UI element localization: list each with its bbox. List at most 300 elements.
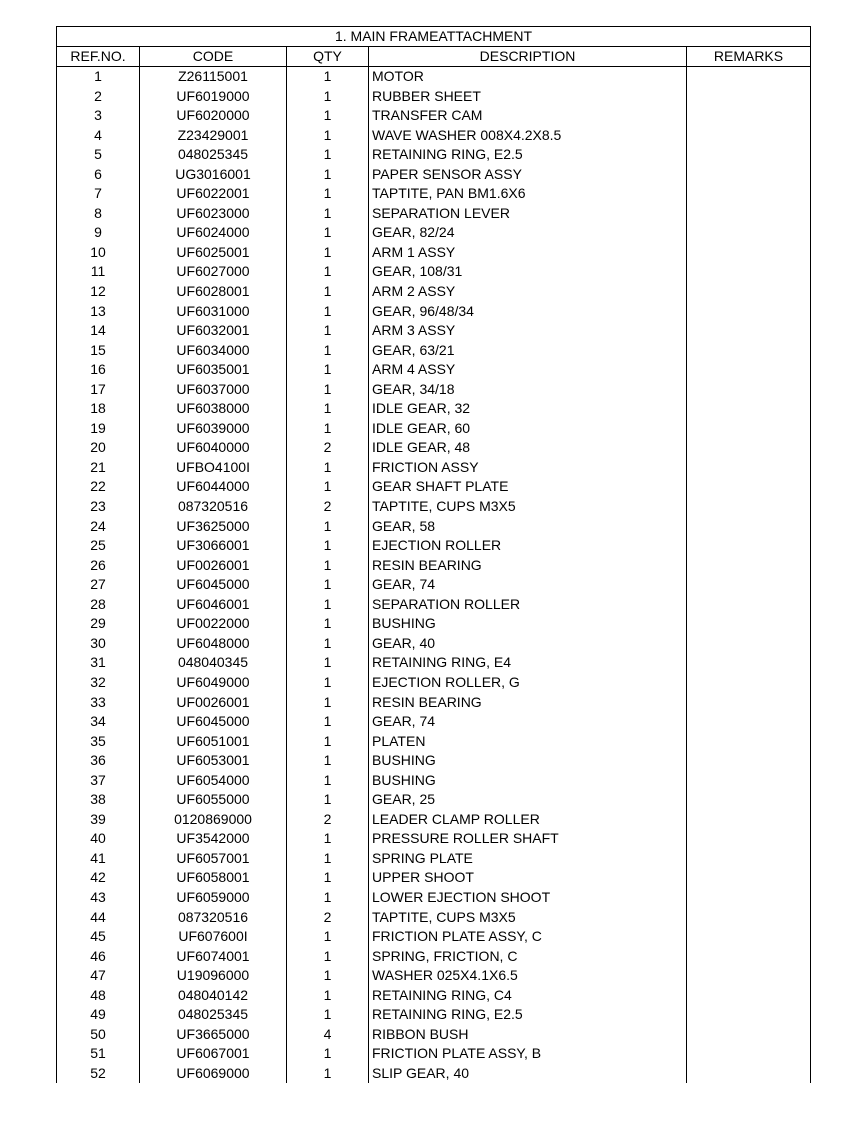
- remarks-cell: [687, 732, 811, 752]
- table-row: [57, 204, 811, 224]
- ref-no-cell: 3: [57, 106, 140, 126]
- code-cell: 0120869000: [140, 810, 287, 830]
- description-cell: SEPARATION LEVER: [369, 204, 687, 224]
- ref-no-cell: 30: [57, 634, 140, 654]
- remarks-cell: [687, 87, 811, 107]
- code-cell: UF6022001: [140, 184, 287, 204]
- table-row: [57, 653, 811, 673]
- remarks-cell: [687, 106, 811, 126]
- description-cell: ARM 3 ASSY: [369, 321, 687, 341]
- qty-cell: 1: [287, 419, 369, 439]
- qty-cell: 1: [287, 536, 369, 556]
- description-cell: FRICTION PLATE ASSY, B: [369, 1044, 687, 1064]
- ref-no-cell: 13: [57, 302, 140, 322]
- code-cell: UF6074001: [140, 947, 287, 967]
- ref-no-cell: 33: [57, 693, 140, 713]
- table-row: [57, 380, 811, 400]
- header-description: DESCRIPTION: [369, 47, 687, 67]
- remarks-cell: [687, 908, 811, 928]
- code-cell: UF6035001: [140, 360, 287, 380]
- description-cell: RUBBER SHEET: [369, 87, 687, 107]
- qty-cell: 1: [287, 849, 369, 869]
- ref-no-cell: 2: [57, 87, 140, 107]
- code-cell: UF3542000: [140, 829, 287, 849]
- header-remarks: REMARKS: [687, 47, 811, 67]
- remarks-cell: [687, 321, 811, 341]
- ref-no-cell: 25: [57, 536, 140, 556]
- ref-no-cell: 46: [57, 947, 140, 967]
- description-cell: RETAINING RING, C4: [369, 986, 687, 1006]
- ref-no-cell: 14: [57, 321, 140, 341]
- table-row: [57, 419, 811, 439]
- ref-no-cell: 40: [57, 829, 140, 849]
- table-row: [57, 693, 811, 713]
- qty-cell: 2: [287, 810, 369, 830]
- code-cell: UF6040000: [140, 438, 287, 458]
- table-row: [57, 438, 811, 458]
- table-row: [57, 927, 811, 947]
- table-row: [57, 282, 811, 302]
- code-cell: Z23429001: [140, 126, 287, 146]
- code-cell: UF3665000: [140, 1025, 287, 1045]
- table-row: [57, 243, 811, 263]
- parts-table-body: [57, 67, 811, 1084]
- qty-cell: 1: [287, 106, 369, 126]
- description-cell: GEAR, 82/24: [369, 223, 687, 243]
- code-cell: UF6053001: [140, 751, 287, 771]
- table-row: [57, 341, 811, 361]
- code-cell: UF6045000: [140, 712, 287, 732]
- description-cell: TAPTITE, CUPS M3X5: [369, 497, 687, 517]
- qty-cell: 1: [287, 165, 369, 185]
- description-cell: TRANSFER CAM: [369, 106, 687, 126]
- code-cell: UF3066001: [140, 536, 287, 556]
- description-cell: GEAR, 74: [369, 712, 687, 732]
- qty-cell: 1: [287, 1005, 369, 1025]
- ref-no-cell: 34: [57, 712, 140, 732]
- code-cell: UF6023000: [140, 204, 287, 224]
- table-row: [57, 87, 811, 107]
- ref-no-cell: 20: [57, 438, 140, 458]
- code-cell: UF0026001: [140, 693, 287, 713]
- code-cell: UF6055000: [140, 790, 287, 810]
- table-row: [57, 67, 811, 87]
- qty-cell: 4: [287, 1025, 369, 1045]
- table-row: [57, 360, 811, 380]
- table-row: [57, 106, 811, 126]
- qty-cell: 1: [287, 634, 369, 654]
- code-cell: UF6028001: [140, 282, 287, 302]
- qty-cell: 1: [287, 614, 369, 634]
- remarks-cell: [687, 223, 811, 243]
- ref-no-cell: 51: [57, 1044, 140, 1064]
- qty-cell: 1: [287, 771, 369, 791]
- remarks-cell: [687, 399, 811, 419]
- remarks-cell: [687, 947, 811, 967]
- table-title: 1. MAIN FRAMEATTACHMENT: [57, 27, 811, 47]
- code-cell: UF6025001: [140, 243, 287, 263]
- code-cell: UF6044000: [140, 477, 287, 497]
- code-cell: Z26115001: [140, 67, 287, 87]
- remarks-cell: [687, 243, 811, 263]
- description-cell: ARM 1 ASSY: [369, 243, 687, 263]
- qty-cell: 2: [287, 908, 369, 928]
- ref-no-cell: 42: [57, 868, 140, 888]
- ref-no-cell: 23: [57, 497, 140, 517]
- table-row: [57, 556, 811, 576]
- qty-cell: 1: [287, 184, 369, 204]
- qty-cell: 2: [287, 438, 369, 458]
- qty-cell: 1: [287, 223, 369, 243]
- remarks-cell: [687, 614, 811, 634]
- remarks-cell: [687, 790, 811, 810]
- code-cell: 087320516: [140, 497, 287, 517]
- qty-cell: 1: [287, 302, 369, 322]
- ref-no-cell: 19: [57, 419, 140, 439]
- description-cell: GEAR, 25: [369, 790, 687, 810]
- qty-cell: 1: [287, 829, 369, 849]
- description-cell: TAPTITE, CUPS M3X5: [369, 908, 687, 928]
- description-cell: MOTOR: [369, 67, 687, 87]
- remarks-cell: [687, 477, 811, 497]
- qty-cell: 1: [287, 477, 369, 497]
- code-cell: 048040345: [140, 653, 287, 673]
- header-code: CODE: [140, 47, 287, 67]
- description-cell: SLIP GEAR, 40: [369, 1064, 687, 1084]
- description-cell: FRICTION ASSY: [369, 458, 687, 478]
- remarks-cell: [687, 751, 811, 771]
- qty-cell: 1: [287, 360, 369, 380]
- description-cell: SEPARATION ROLLER: [369, 595, 687, 615]
- qty-cell: 1: [287, 693, 369, 713]
- qty-cell: 1: [287, 986, 369, 1006]
- table-row: [57, 614, 811, 634]
- description-cell: GEAR, 40: [369, 634, 687, 654]
- code-cell: UF6046001: [140, 595, 287, 615]
- code-cell: UF6032001: [140, 321, 287, 341]
- qty-cell: 1: [287, 126, 369, 146]
- description-cell: SPRING, FRICTION, C: [369, 947, 687, 967]
- qty-cell: 1: [287, 67, 369, 87]
- table-row: [57, 477, 811, 497]
- remarks-cell: [687, 282, 811, 302]
- code-cell: UFBO4100I: [140, 458, 287, 478]
- code-cell: UF6037000: [140, 380, 287, 400]
- description-cell: WASHER 025X4.1X6.5: [369, 966, 687, 986]
- code-cell: UF0022000: [140, 614, 287, 634]
- table-row: [57, 751, 811, 771]
- remarks-cell: [687, 810, 811, 830]
- table-row: [57, 536, 811, 556]
- code-cell: UF6024000: [140, 223, 287, 243]
- description-cell: ARM 2 ASSY: [369, 282, 687, 302]
- remarks-cell: [687, 556, 811, 576]
- remarks-cell: [687, 126, 811, 146]
- table-row: [57, 634, 811, 654]
- remarks-cell: [687, 595, 811, 615]
- table-row: [57, 575, 811, 595]
- ref-no-cell: 37: [57, 771, 140, 791]
- table-row: [57, 829, 811, 849]
- ref-no-cell: 18: [57, 399, 140, 419]
- description-cell: LOWER EJECTION SHOOT: [369, 888, 687, 908]
- table-row: [57, 595, 811, 615]
- remarks-cell: [687, 1025, 811, 1045]
- code-cell: UF6058001: [140, 868, 287, 888]
- ref-no-cell: 29: [57, 614, 140, 634]
- qty-cell: 1: [287, 380, 369, 400]
- description-cell: BUSHING: [369, 751, 687, 771]
- table-row: [57, 908, 811, 928]
- ref-no-cell: 17: [57, 380, 140, 400]
- ref-no-cell: 10: [57, 243, 140, 263]
- table-row: [57, 790, 811, 810]
- description-cell: LEADER CLAMP ROLLER: [369, 810, 687, 830]
- ref-no-cell: 43: [57, 888, 140, 908]
- table-row: [57, 849, 811, 869]
- table-row: [57, 888, 811, 908]
- code-cell: UF607600I: [140, 927, 287, 947]
- description-cell: ARM 4 ASSY: [369, 360, 687, 380]
- description-cell: IDLE GEAR, 48: [369, 438, 687, 458]
- qty-cell: 1: [287, 927, 369, 947]
- ref-no-cell: 44: [57, 908, 140, 928]
- code-cell: UF6054000: [140, 771, 287, 791]
- ref-no-cell: 41: [57, 849, 140, 869]
- ref-no-cell: 39: [57, 810, 140, 830]
- code-cell: UF6057001: [140, 849, 287, 869]
- qty-cell: 1: [287, 751, 369, 771]
- remarks-cell: [687, 517, 811, 537]
- code-cell: UF6051001: [140, 732, 287, 752]
- qty-cell: 1: [287, 243, 369, 263]
- qty-cell: 2: [287, 497, 369, 517]
- remarks-cell: [687, 712, 811, 732]
- qty-cell: 1: [287, 399, 369, 419]
- remarks-cell: [687, 966, 811, 986]
- ref-no-cell: 1: [57, 67, 140, 87]
- remarks-cell: [687, 145, 811, 165]
- code-cell: 087320516: [140, 908, 287, 928]
- table-row: [57, 165, 811, 185]
- code-cell: UF6049000: [140, 673, 287, 693]
- ref-no-cell: 5: [57, 145, 140, 165]
- remarks-cell: [687, 693, 811, 713]
- remarks-cell: [687, 497, 811, 517]
- description-cell: GEAR, 96/48/34: [369, 302, 687, 322]
- code-cell: UF0026001: [140, 556, 287, 576]
- table-row: [57, 126, 811, 146]
- remarks-cell: [687, 204, 811, 224]
- remarks-cell: [687, 927, 811, 947]
- ref-no-cell: 28: [57, 595, 140, 615]
- remarks-cell: [687, 868, 811, 888]
- description-cell: BUSHING: [369, 614, 687, 634]
- remarks-cell: [687, 458, 811, 478]
- qty-cell: 1: [287, 458, 369, 478]
- table-row: [57, 497, 811, 517]
- ref-no-cell: 9: [57, 223, 140, 243]
- code-cell: UF6048000: [140, 634, 287, 654]
- ref-no-cell: 47: [57, 966, 140, 986]
- description-cell: RETAINING RING, E4: [369, 653, 687, 673]
- description-cell: EJECTION ROLLER, G: [369, 673, 687, 693]
- remarks-cell: [687, 419, 811, 439]
- ref-no-cell: 15: [57, 341, 140, 361]
- table-row: [57, 262, 811, 282]
- qty-cell: 1: [287, 262, 369, 282]
- table-row: [57, 302, 811, 322]
- remarks-cell: [687, 341, 811, 361]
- description-cell: RESIN BEARING: [369, 693, 687, 713]
- qty-cell: 1: [287, 868, 369, 888]
- table-row: [57, 947, 811, 967]
- header-ref-no: REF.NO.: [57, 47, 140, 67]
- table-row: [57, 673, 811, 693]
- code-cell: U19096000: [140, 966, 287, 986]
- table-row: [57, 712, 811, 732]
- description-cell: RESIN BEARING: [369, 556, 687, 576]
- remarks-cell: [687, 673, 811, 693]
- remarks-cell: [687, 888, 811, 908]
- table-title-row: [57, 27, 811, 47]
- ref-no-cell: 8: [57, 204, 140, 224]
- table-row: [57, 399, 811, 419]
- code-cell: UG3016001: [140, 165, 287, 185]
- code-cell: UF6069000: [140, 1064, 287, 1084]
- remarks-cell: [687, 165, 811, 185]
- description-cell: UPPER SHOOT: [369, 868, 687, 888]
- ref-no-cell: 45: [57, 927, 140, 947]
- table-row: [57, 184, 811, 204]
- remarks-cell: [687, 302, 811, 322]
- description-cell: PRESSURE ROLLER SHAFT: [369, 829, 687, 849]
- table-row: [57, 986, 811, 1006]
- qty-cell: 1: [287, 87, 369, 107]
- description-cell: GEAR, 108/31: [369, 262, 687, 282]
- table-row: [57, 732, 811, 752]
- qty-cell: 1: [287, 556, 369, 576]
- parts-table: [56, 26, 811, 1083]
- column-header-row: [57, 47, 811, 67]
- qty-cell: 1: [287, 282, 369, 302]
- qty-cell: 1: [287, 947, 369, 967]
- remarks-cell: [687, 536, 811, 556]
- code-cell: 048040142: [140, 986, 287, 1006]
- remarks-cell: [687, 1064, 811, 1084]
- table-row: [57, 1064, 811, 1084]
- ref-no-cell: 6: [57, 165, 140, 185]
- table-row: [57, 517, 811, 537]
- ref-no-cell: 31: [57, 653, 140, 673]
- description-cell: IDLE GEAR, 60: [369, 419, 687, 439]
- table-row: [57, 223, 811, 243]
- description-cell: SPRING PLATE: [369, 849, 687, 869]
- qty-cell: 1: [287, 732, 369, 752]
- description-cell: RETAINING RING, E2.5: [369, 1005, 687, 1025]
- table-row: [57, 321, 811, 341]
- description-cell: EJECTION ROLLER: [369, 536, 687, 556]
- remarks-cell: [687, 986, 811, 1006]
- ref-no-cell: 12: [57, 282, 140, 302]
- qty-cell: 1: [287, 673, 369, 693]
- description-cell: GEAR, 58: [369, 517, 687, 537]
- code-cell: 048025345: [140, 145, 287, 165]
- code-cell: UF6067001: [140, 1044, 287, 1064]
- qty-cell: 1: [287, 712, 369, 732]
- ref-no-cell: 11: [57, 262, 140, 282]
- header-qty: QTY: [287, 47, 369, 67]
- qty-cell: 1: [287, 1064, 369, 1084]
- ref-no-cell: 32: [57, 673, 140, 693]
- table-row: [57, 145, 811, 165]
- remarks-cell: [687, 849, 811, 869]
- qty-cell: 1: [287, 145, 369, 165]
- qty-cell: 1: [287, 595, 369, 615]
- code-cell: 048025345: [140, 1005, 287, 1025]
- remarks-cell: [687, 829, 811, 849]
- code-cell: UF6038000: [140, 399, 287, 419]
- qty-cell: 1: [287, 966, 369, 986]
- code-cell: UF6020000: [140, 106, 287, 126]
- remarks-cell: [687, 575, 811, 595]
- remarks-cell: [687, 653, 811, 673]
- description-cell: FRICTION PLATE ASSY, C: [369, 927, 687, 947]
- description-cell: PLATEN: [369, 732, 687, 752]
- description-cell: TAPTITE, PAN BM1.6X6: [369, 184, 687, 204]
- ref-no-cell: 26: [57, 556, 140, 576]
- remarks-cell: [687, 360, 811, 380]
- description-cell: GEAR SHAFT PLATE: [369, 477, 687, 497]
- code-cell: UF6034000: [140, 341, 287, 361]
- qty-cell: 1: [287, 790, 369, 810]
- ref-no-cell: 38: [57, 790, 140, 810]
- remarks-cell: [687, 262, 811, 282]
- ref-no-cell: 35: [57, 732, 140, 752]
- code-cell: UF6031000: [140, 302, 287, 322]
- qty-cell: 1: [287, 321, 369, 341]
- remarks-cell: [687, 771, 811, 791]
- code-cell: UF6059000: [140, 888, 287, 908]
- table-row: [57, 1005, 811, 1025]
- qty-cell: 1: [287, 341, 369, 361]
- table-row: [57, 1044, 811, 1064]
- remarks-cell: [687, 634, 811, 654]
- description-cell: BUSHING: [369, 771, 687, 791]
- remarks-cell: [687, 1044, 811, 1064]
- ref-no-cell: 36: [57, 751, 140, 771]
- ref-no-cell: 4: [57, 126, 140, 146]
- code-cell: UF6045000: [140, 575, 287, 595]
- ref-no-cell: 24: [57, 517, 140, 537]
- table-row: [57, 458, 811, 478]
- description-cell: IDLE GEAR, 32: [369, 399, 687, 419]
- code-cell: UF3625000: [140, 517, 287, 537]
- remarks-cell: [687, 438, 811, 458]
- ref-no-cell: 21: [57, 458, 140, 478]
- remarks-cell: [687, 1005, 811, 1025]
- table-row: [57, 771, 811, 791]
- description-cell: RETAINING RING, E2.5: [369, 145, 687, 165]
- ref-no-cell: 48: [57, 986, 140, 1006]
- description-cell: WAVE WASHER 008X4.2X8.5: [369, 126, 687, 146]
- remarks-cell: [687, 380, 811, 400]
- ref-no-cell: 52: [57, 1064, 140, 1084]
- description-cell: GEAR, 34/18: [369, 380, 687, 400]
- description-cell: RIBBON BUSH: [369, 1025, 687, 1045]
- code-cell: UF6019000: [140, 87, 287, 107]
- table-row: [57, 868, 811, 888]
